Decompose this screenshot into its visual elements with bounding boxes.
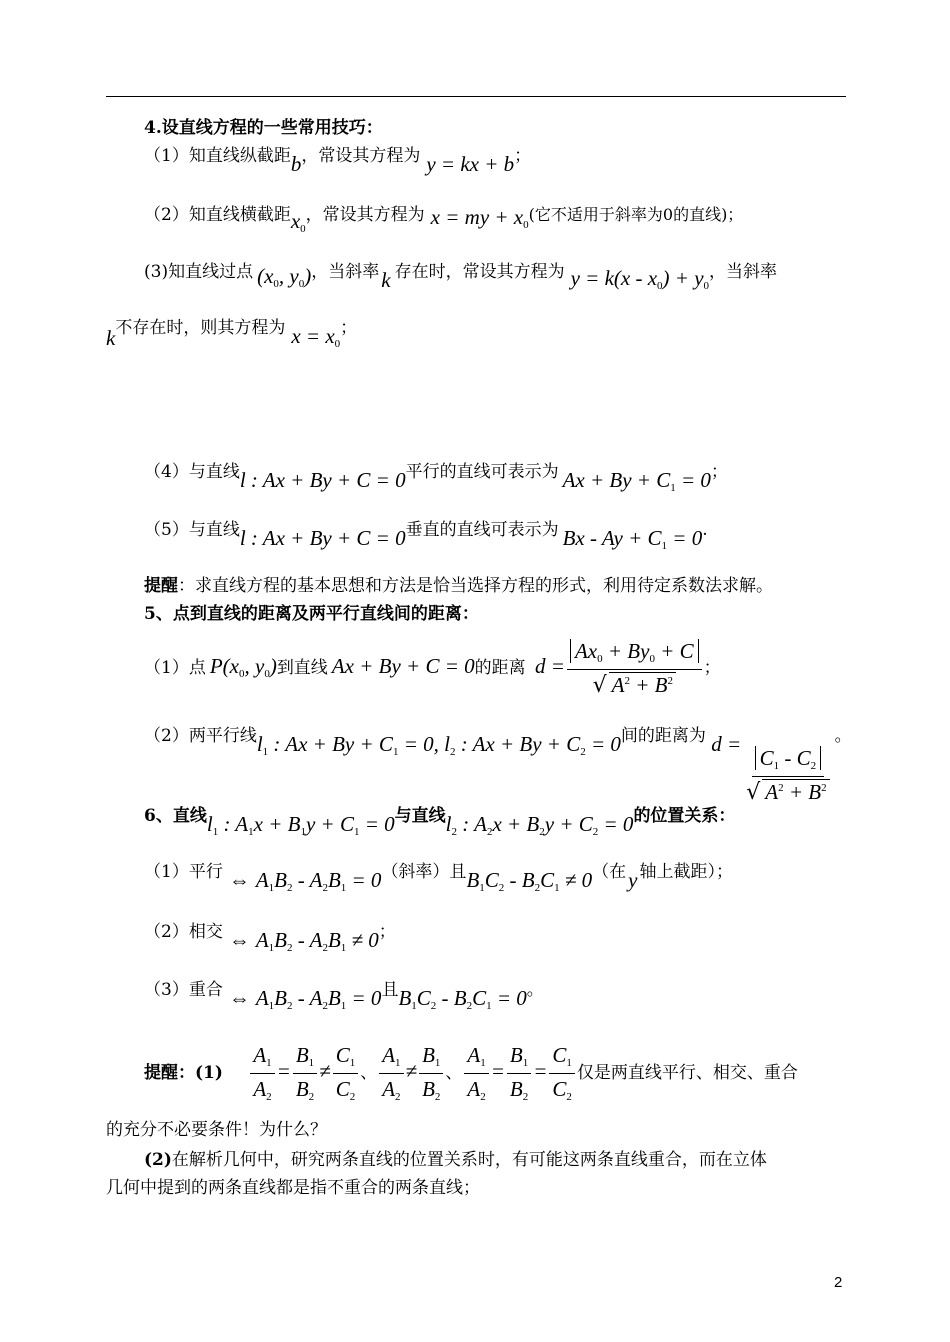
section-6-title: 6、直线$l_1$ : $A_1x + B_1y + C_1 = 0$与直线$l_2$ : $A_2x + B_2y + C_2 = 0$的位置关系：	[144, 806, 736, 838]
s6-tip-line2: 的充分不必要条件！为什么？	[106, 1120, 327, 1140]
s6-tip-2-cont: 几何中提到的两条直线都是指不重合的两条直线；	[106, 1178, 480, 1198]
s4-item-2: （2）知直线横截距$x_0$，常设其方程为 x = my + $x_0$(它不适用于斜率为0的直线)；	[144, 205, 744, 235]
s6-tip-2: (2)在解析几何中，研究两条直线的位置关系时，有可能这两条直线重合，而在立体	[144, 1150, 767, 1170]
s4-item-3-cont: k不存在时，则其方程为 $x = x_0$；	[106, 318, 358, 350]
header-rule	[106, 96, 846, 97]
page-number: 2	[834, 1274, 843, 1291]
s6-item-3: （3）重合 ⇔ $A_1B_2 - A_2B_1 = 0$且$B_1C_2 - B_2C_1 = 0$。	[144, 980, 544, 1012]
s6-tip: 提醒：(1) $\frac{A_1}{A_2}$ = $\frac{B_1}{B_2}$ ≠ $\frac{C_1}{C_2}$ 、 $\frac{A_1}{A_2}$ ≠ $\frac{B_1}{B_2}$ 、 $\frac{A_1}{A_2}$ = $\frac{B_1}{B_2}$ = $\frac{C_1}{C_2}$ 仅是两直线平行、相交、重合	[144, 1043, 798, 1103]
s6-item-2: （2）相交 ⇔ $A_1B_2 - A_2B_1 \ne 0$；	[144, 922, 396, 954]
s5-item-1: （1）点 $P(x_0$, $y_0$)到直线 Ax + By + C = 0的距离 d = $\frac{Ax_0 + By_0 + C}{√ A^2 + B^2}$ ；	[144, 639, 721, 698]
s4-tip: 提醒：求直线方程的基本思想和方法是恰当选择方程的形式，利用待定系数法求解。	[144, 576, 773, 596]
s6-item-1: （1）平行 ⇔ $A_1B_2 - A_2B_1 = 0$（斜率）且$B_1C_2 - B_2C_1 \ne 0$（在y 轴上截距）；	[144, 862, 733, 894]
s4-item-3: (3)知直线过点 ($x_0$, $y_0$)，当斜率k 存在时，常设其方程为 $y = k(x - x_0) + y_0$，当斜率	[144, 262, 778, 292]
s4-item-1: （1）知直线纵截距b，常设其方程为 y = kx + b；	[144, 146, 532, 176]
s5-item-2: （2）两平行线$l_1$ : $Ax + By + C_1 = 0$, $l_2$ : $Ax + By + C_2 = 0$间的距离为 d = $\frac{C_1 - C_2}{√ A^2 + B^2}$ 。	[144, 726, 852, 805]
section-5-title: 5、点到直线的距离及两平行直线间的距离：	[144, 604, 479, 624]
s4-item-4: （4）与直线l : Ax + By + C = 0平行的直线可表示为 $Ax + By + C_1 = 0$；	[144, 462, 728, 494]
s4-item-5: （5）与直线l : Ax + By + C = 0垂直的直线可表示为 $Bx - Ay + C_1 = 0$.	[144, 520, 708, 552]
section-4-title: 4.设直线方程的一些常用技巧：	[144, 118, 383, 138]
